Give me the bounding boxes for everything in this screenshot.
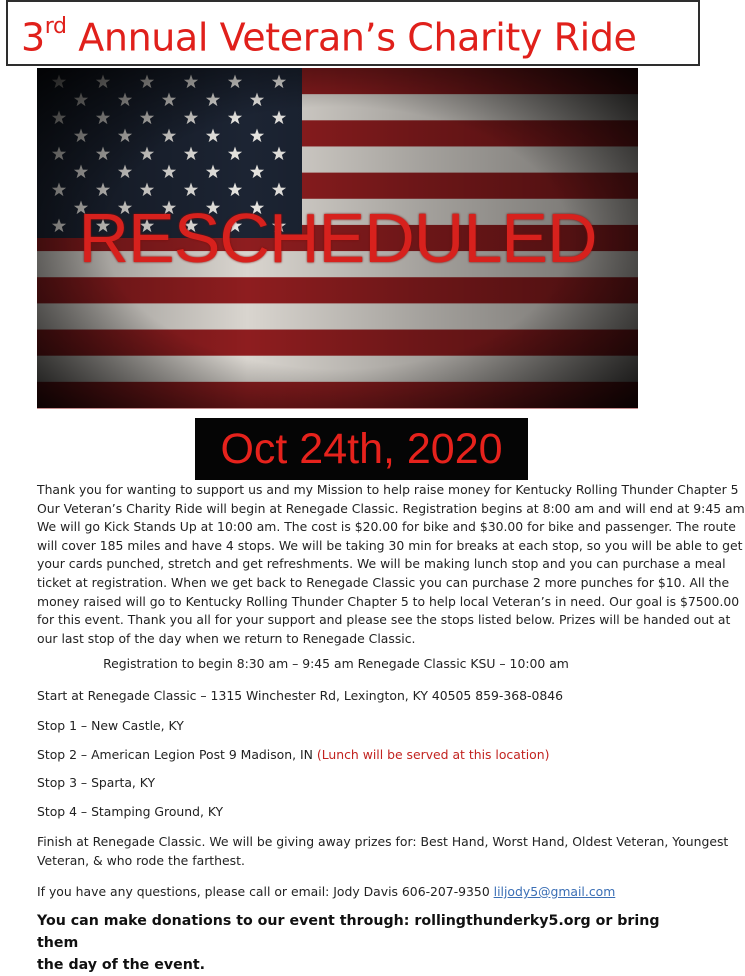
intro-line: ticket at registration. When we get back to Renegade Classic you can purchase 2 more punches for $10. All the bbox=[37, 574, 730, 590]
event-title: 3rd Annual Veteran’s Charity Ride bbox=[21, 14, 637, 60]
intro-paragraph bbox=[37, 481, 745, 648]
event-date: Oct 24th, 2020 bbox=[220, 425, 503, 473]
start-location: Start at Renegade Classic – 1315 Winchester Rd, Lexington, KY 40505 859-368-0846 bbox=[37, 688, 563, 703]
stop-3: Stop 3 – Sparta, KY bbox=[37, 775, 156, 790]
registration-schedule: Registration to begin 8:30 am – 9:45 am Renegade Classic KSU – 10:00 am bbox=[103, 656, 569, 671]
intro-line: We will go Kick Stands Up at 10:00 am. The cost is $20.00 for bike and $30.00 for bike and passenger. The route bbox=[37, 519, 736, 535]
stop-2 bbox=[37, 747, 549, 762]
stop-4: Stop 4 – Stamping Ground, KY bbox=[37, 804, 224, 819]
donation-line: the day of the event. bbox=[37, 957, 205, 973]
intro-line: will cover 185 miles and have 4 stops. We will be taking 30 min for breaks at each stop, so you will be able to get bbox=[37, 537, 743, 553]
rescheduled-overlay: RESCHEDULED bbox=[78, 199, 597, 277]
contact-text: If you have any questions, please call or email: Jody Davis 606-207-9350 bbox=[37, 884, 494, 899]
stop-1: Stop 1 – New Castle, KY bbox=[37, 718, 184, 733]
intro-line: Thank you for wanting to support us and my Mission to help raise money for Kentucky Rolling Thunder Chapter 5 bbox=[37, 482, 739, 497]
email-link[interactable]: liljody5@gmail.com bbox=[493, 884, 616, 899]
intro-line: Our Veteran’s Charity Ride will begin at Renegade Classic. Registration begins at 8:00 am and will end at 9:45 am bbox=[37, 500, 745, 516]
title-banner bbox=[6, 0, 700, 66]
lunch-note: (Lunch will be served at this location) bbox=[316, 747, 550, 762]
intro-line: money raised will go to Kentucky Rolling Thunder Chapter 5 to help local Veteran’s in need. Our goal is $7500.00 bbox=[37, 593, 740, 609]
event-date-box bbox=[195, 418, 528, 480]
stop-2-label: Stop 2 – American Legion Post 9 Madison, IN bbox=[37, 747, 317, 762]
contact-info bbox=[37, 884, 615, 899]
intro-line: our last stop of the day when we return to Renegade Classic. bbox=[37, 630, 416, 646]
finish-line-1: Finish at Renegade Classic. We will be giving away prizes for: Best Hand, Worst Hand, Oldest Veteran, Youngest bbox=[37, 834, 729, 849]
donation-line: You can make donations to our event through: rollingthunderky5.org or bring them bbox=[37, 913, 660, 951]
american-flag-image bbox=[37, 68, 638, 408]
intro-line: your cards punched, stretch and get refreshments. We will be making lunch stop and you can purchase a meal bbox=[37, 556, 726, 572]
finish-line-2: Veteran, & who rode the farthest. bbox=[37, 853, 245, 868]
donation-note bbox=[37, 910, 667, 976]
intro-line: for this event. Thank you all for your support and please see the stops listed below. Prizes will be handed out at bbox=[37, 612, 731, 628]
